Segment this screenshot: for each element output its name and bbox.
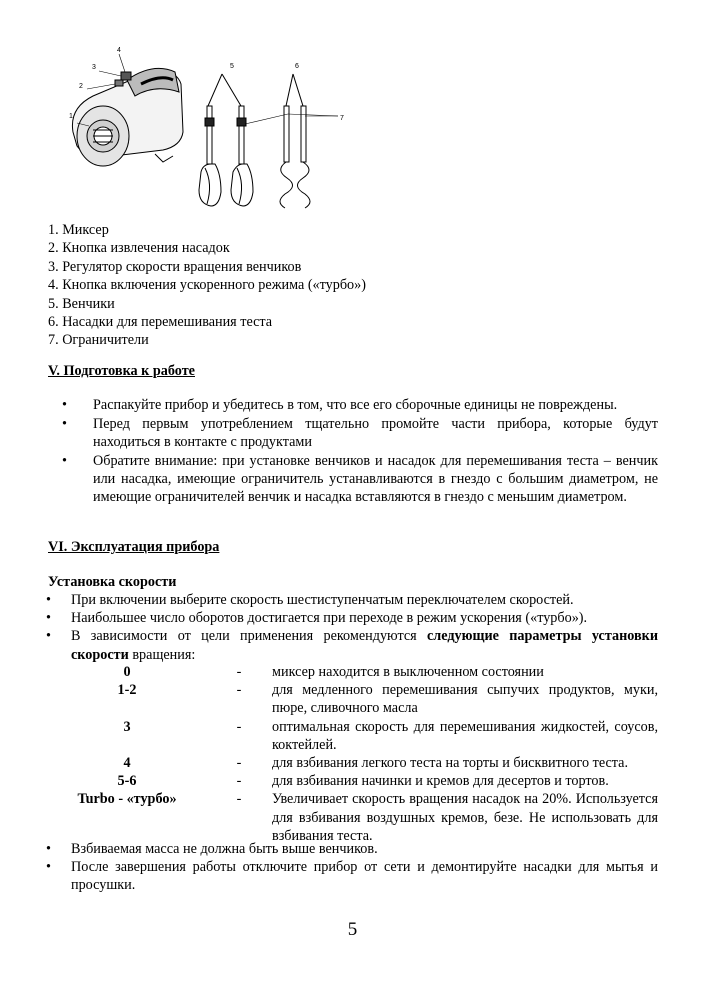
bullet-text: Обратите внимание: при установке венчиков и насадок для перемешивания теста – венчик или насадка, имеющие ограничитель устанавливаются в гнездо с большим диаметром, не имеющие ограничителей венчик и насадка вставляются в гнездо с меньшим диаметром. xyxy=(93,452,658,506)
table-row xyxy=(48,772,658,790)
bullet-text: При включении выберите скорость шестиступенчатым переключателем скоростей. xyxy=(71,592,574,608)
section-6-title: VI. Эксплуатация прибора xyxy=(48,539,220,555)
speed-description: для взбивания начинки и кремов для десертов и тортов. xyxy=(272,773,609,790)
page-number: 5 xyxy=(347,919,358,940)
speed-dash: - xyxy=(236,682,242,699)
table-row xyxy=(48,718,658,754)
speed-dash: - xyxy=(236,755,242,772)
speed-table xyxy=(48,663,658,845)
parts-list-item: 4. Кнопка включения ускоренного режима («турбо») xyxy=(48,277,366,294)
section-5-bullets xyxy=(48,396,658,507)
figure-label-5: 5 xyxy=(230,63,234,70)
parts-list-item: 1. Миксер xyxy=(48,222,109,238)
list-item xyxy=(48,858,658,894)
bullet-text: Взбиваемая масса не должна быть выше венчиков. xyxy=(71,841,378,857)
parts-list xyxy=(48,221,648,350)
bullet-icon: • xyxy=(46,592,51,608)
table-row xyxy=(48,681,658,717)
figure-label-6: 6 xyxy=(295,63,299,70)
speed-description: для медленного перемешивания сыпучих продуктов, муки, пюре, сливочного масла xyxy=(272,682,658,717)
section-6-bullets xyxy=(48,591,658,664)
speed-value: 3 xyxy=(123,718,131,735)
bullet-text-bold: следующие параметры установки скорости xyxy=(71,628,658,663)
mixer-diagram xyxy=(55,44,375,224)
bullet-icon: • xyxy=(62,452,67,469)
speed-value: 0 xyxy=(123,664,131,680)
parts-list-item: 2. Кнопка извлечения насадок xyxy=(48,240,230,257)
bullet-text: Перед первым употреблением тщательно промойте части прибора, которые будут находиться в контакте с продуктами xyxy=(93,415,658,450)
list-item xyxy=(48,396,658,414)
list-item xyxy=(48,452,658,507)
table-row xyxy=(48,754,658,772)
final-bullets xyxy=(48,840,658,895)
bullet-icon: • xyxy=(46,610,51,627)
mixer-drawing xyxy=(55,44,375,224)
parts-list-item: 7. Ограничители xyxy=(48,332,149,349)
figure-label-1: 1 xyxy=(69,113,73,120)
speed-dash: - xyxy=(236,773,242,790)
parts-list-item: 3. Регулятор скорости вращения венчиков xyxy=(48,258,302,275)
speed-value: 4 xyxy=(123,755,131,772)
list-item xyxy=(48,840,658,858)
list-item xyxy=(48,591,658,609)
whisks-illustration xyxy=(199,74,253,206)
speed-dash: - xyxy=(236,791,242,808)
bullet-icon: • xyxy=(62,415,67,432)
section-5-title: V. Подготовка к работе xyxy=(48,363,195,379)
table-row xyxy=(48,790,658,845)
bullet-icon: • xyxy=(46,841,51,857)
figure-label-3: 3 xyxy=(92,64,96,71)
speed-value: 1-2 xyxy=(117,682,137,699)
bullet-text-pre: В зависимости от цели применения рекомендуются xyxy=(71,628,427,645)
parts-list-item: 5. Венчики xyxy=(48,295,115,312)
speed-description: Увеличивает скорость вращения насадок на 20%. Используется для взбивания воздушных кремов, безе. Не использовать для взбивания теста. xyxy=(272,791,658,844)
parts-list-item: 6. Насадки для перемешивания теста xyxy=(48,314,273,331)
bullet-icon: • xyxy=(62,397,67,413)
bullet-text: Наибольшее число оборотов достигается при переходе в режим ускорения («турбо»). xyxy=(71,610,588,627)
figure-label-7: 7 xyxy=(340,115,344,122)
figure-label-4: 4 xyxy=(117,47,121,54)
speed-dash: - xyxy=(236,664,242,680)
figure-label-2: 2 xyxy=(79,83,83,90)
list-item xyxy=(48,609,658,627)
table-row xyxy=(48,663,658,681)
bullet-icon: • xyxy=(46,859,51,876)
dough-hooks-illustration xyxy=(280,74,310,208)
speed-description: оптимальная скорость для перемешивания жидкостей, соусов, коктейлей. xyxy=(272,718,658,753)
bullet-text: Распакуйте прибор и убедитесь в том, что все его сборочные единицы не повреждены. xyxy=(93,397,618,413)
speed-value: Turbo - «турбо» xyxy=(77,791,177,808)
list-item xyxy=(48,415,658,451)
list-item xyxy=(48,627,658,663)
mixer-illustration xyxy=(72,68,183,166)
speed-dash: - xyxy=(236,718,242,735)
speed-description: для взбивания легкого теста на торты и бисквитного теста. xyxy=(272,755,629,772)
bullet-text: После завершения работы отключите прибор от сети и демонтируйте насадки для мытья и просушки. xyxy=(71,859,658,894)
speed-value: 5-6 xyxy=(117,773,137,790)
bullet-text-post: вращения: xyxy=(128,646,196,663)
speed-setting-subtitle: Установка скорости xyxy=(48,574,177,590)
speed-description: миксер находится в выключенном состоянии xyxy=(272,664,544,680)
bullet-icon: • xyxy=(46,628,51,645)
bullet-text xyxy=(48,627,658,663)
